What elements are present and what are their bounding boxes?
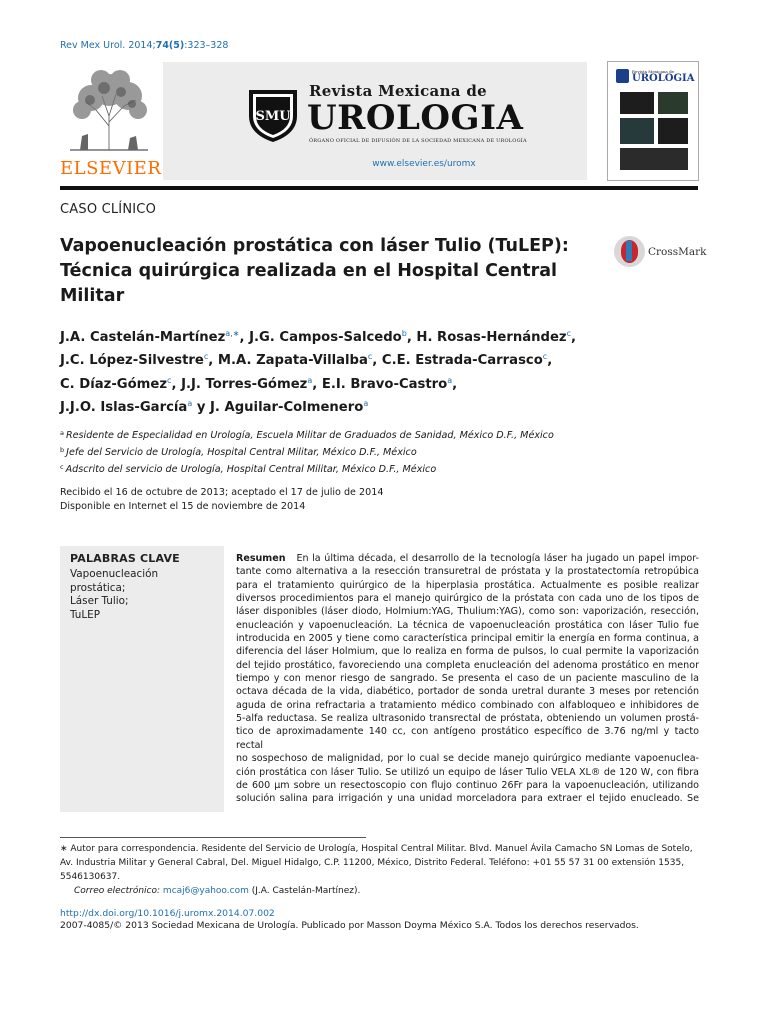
abstract-line: tico de aproximadamente 140 cc, con antígeno prostático específico de 3.76 ng/ml y tacto rectal <box>236 726 699 751</box>
keyword-item: prostática; <box>70 581 126 594</box>
correspondence-footnote <box>60 842 700 898</box>
article-title: Vapoenucleación prostática con láser Tulio (TuLEP): Técnica quirúrgica realizada en el Hospital Central Militar <box>60 236 569 306</box>
abstract-line: Resumen En la última década, el desarrollo de la tecnología láser ha jugado un papel impor- <box>236 553 699 564</box>
affiliation-list <box>60 426 720 478</box>
footnote-line: ∗ Autor para correspondencia. Residente del Servicio de Urología, Hospital Central Militar. Blvd. Manuel Ávila Camacho SN Lomas de Sotelo, <box>60 844 693 854</box>
abstract-line: tiempo y con menor riesgo de sangrado. Se presenta el caso de un paciente masculino de la <box>236 673 699 685</box>
author-affiliation-link[interactable]: a <box>447 375 453 385</box>
crossmark-button[interactable] <box>612 236 707 268</box>
author-name[interactable]: H. Rosas-Hernández <box>416 330 567 345</box>
citation-journal: Rev Mex Urol. 2014; <box>60 40 156 51</box>
author-affiliation-link[interactable]: c <box>203 352 209 362</box>
journal-name-line2: UROLOGIA <box>307 98 524 138</box>
journal-name-line1: Revista Mexicana de <box>309 82 487 100</box>
article-dates <box>60 486 383 514</box>
author-name[interactable]: E.I. Bravo-Castro <box>321 376 448 392</box>
abstract-line: diferencia del láser Holmium, que lo realiza en forma de pulsos, lo cual permite la vaporización <box>236 646 699 658</box>
cover-image-3 <box>620 118 654 144</box>
abstract-line: diversos procedimientos para el manejo quirúrgico de la próstata con cada uno de los tipos de <box>236 593 699 605</box>
author-list: J.A. Castelán-Martínez$^{a,∗}$, J.G. Campos-Salcedo$^b$, H. Rosas-Hernández$^c$, J.C. López-Silvestre$^c$, M.A. Zapata-Villalba$^c$, C.E. Estrada-Carrasco$^c$, C. Díaz-Gómez$^c$, J.J. Torres-Gómez$^a$, E.I. Bravo-Castro$^a$, J.J.O. Islas-García$^a$ y J. Aguilar-Colmenero$^a$ <box>60 329 576 416</box>
author-affiliation-link[interactable]: c <box>566 329 571 338</box>
crossmark-label: CrossMark <box>648 246 707 258</box>
author-name[interactable]: C. Díaz-Gómez <box>60 376 168 392</box>
abstract-line: ción prostática con láser Tulio. Se utilizó un equipo de láser Tulio VELA XL® de 120 W, con fibra <box>236 766 699 778</box>
author-affiliation-link[interactable]: c <box>167 375 172 385</box>
affiliation-item: $^b$ Jefe del Servicio de Urología, Hospital Central Militar, México D.F., México <box>60 446 417 459</box>
abstract-line: láser disponibles (láser diodo, Holmium:YAG, Thulium:YAG), como son: vaporización, resección, <box>236 606 699 618</box>
cover-masthead <box>612 66 695 84</box>
copyright-notice: 2007-4085/© 2013 Sociedad Mexicana de Urología. Publicado por Masson Doyma México S.A. Todos los derechos reservados. <box>60 920 639 931</box>
footnote-email-line <box>60 884 700 898</box>
cover-image-1 <box>620 92 654 114</box>
abstract-line: enucleación y vapoenucleación. La técnica de vapoenucleación prostática con láser Tulio fue <box>236 619 699 631</box>
abstract-line: introducida en 2005 y tiene como característica principal emitir la energía en forma continua, a <box>236 633 699 645</box>
cover-title-line2: UROLOGIA <box>632 73 695 84</box>
smu-shield-icon <box>245 86 301 144</box>
journal-cover-thumbnail[interactable] <box>607 61 699 181</box>
abstract-line: tante como alternativa a la resección transuretral de próstata y la prostatectomía retropúbica <box>236 566 699 578</box>
doi-link[interactable]: http://dx.doi.org/10.1016/j.uromx.2014.07.002 <box>60 908 275 919</box>
author-name[interactable]: J.J.O. Islas-García <box>60 400 188 416</box>
smu-logo-text: SMU <box>255 109 291 124</box>
affiliation-item: $^a$ Residente de Especialidad en Urología, Escuela Militar de Graduados de Sanidad, México D.F., México <box>60 429 554 441</box>
author-name[interactable]: J.A. Castelán-Martínez <box>60 330 226 345</box>
abstract-line: para el tratamiento quirúrgico de la hiperplasia prostática. Actualmente es posible realizar <box>236 579 699 591</box>
author-affiliation-link[interactable]: a <box>187 399 193 409</box>
received-date: Recibido el 16 de octubre de 2013; aceptado el 17 de julio de 2014 <box>60 487 384 498</box>
abstract-line: octava década de la vida, diabético, portador de sonda uretral durante 3 meses por retención <box>236 686 699 698</box>
abstract-line: de 600 μm sobre un resectoscopio con flujo continuo 26Fr para la vapoenucleación, utilizando <box>236 779 699 791</box>
author-name[interactable]: J.C. López-Silvestre <box>60 353 204 369</box>
author-name[interactable]: J.J. Torres-Gómez <box>181 376 308 392</box>
abstract-label: Resumen <box>236 553 286 564</box>
journal-banner[interactable] <box>163 62 587 180</box>
abstract-line: solución salina para irrigación y una unidad morceladora para extraer el tejido enucleado. Se <box>236 793 699 805</box>
keywords-box <box>60 546 224 812</box>
email-label: Correo electrónico: <box>74 886 161 896</box>
journal-citation[interactable] <box>60 40 228 51</box>
footnote-line: 5546130637. <box>60 872 121 882</box>
cover-title-line1: Revista Mexicana de <box>632 69 675 74</box>
footnote-line: Av. Industria Militar y General Cabral, Del. Miguel Hidalgo, C.P. 11200, México, Distrito Federal. Teléfono: +01 55 57 31 00 extensión 1535, <box>60 858 685 868</box>
citation-pages: :323–328 <box>184 40 229 51</box>
online-date: Disponible en Internet el 15 de noviembre de 2014 <box>60 501 306 512</box>
header-divider <box>60 186 698 190</box>
keyword-item: Vapoenucleación <box>70 568 159 580</box>
email-owner: (J.A. Castelán-Martínez). <box>251 886 361 896</box>
elsevier-logo[interactable] <box>60 62 162 180</box>
author-name[interactable]: C.E. Estrada-Carrasco <box>381 353 543 369</box>
keywords-heading: PALABRAS CLAVE <box>70 552 180 565</box>
abstract-line: no sospechoso de malignidad, por lo cual se decide manejo quirúrgico mediante vapoenuclea- <box>236 753 699 765</box>
journal-url-link[interactable]: www.elsevier.es/uromx <box>372 159 476 169</box>
author-affiliation-link[interactable]: b <box>401 329 407 338</box>
author-affiliation-link[interactable]: c <box>542 352 548 362</box>
elsevier-tree-icon <box>66 66 152 152</box>
cover-badge-icon <box>616 69 629 83</box>
abstract-line: 5-alfa reductasa. Se realiza ultrasonido transrectal de próstata, obteniendo un volumen prostá- <box>236 713 699 725</box>
journal-tagline: ÓRGANO OFICIAL DE DIFUSIÓN DE LA SOCIEDAD MEXICANA DE UROLOGÍA <box>309 138 527 144</box>
crossmark-icon <box>614 236 645 267</box>
footnote-divider <box>60 837 366 838</box>
citation-volume: 74(5) <box>155 40 185 51</box>
author-affiliation-link[interactable]: a,∗ <box>225 329 240 338</box>
elsevier-wordmark: ELSEVIER <box>60 158 162 179</box>
author-name[interactable]: J.G. Campos-Salcedo <box>249 330 402 345</box>
abstract <box>236 552 699 806</box>
keyword-item: TuLEP <box>70 608 100 621</box>
author-name[interactable]: J. Aguilar-Colmenero <box>210 400 364 416</box>
cover-image-2 <box>658 92 688 114</box>
author-name[interactable]: M.A. Zapata-Villalba <box>217 353 368 369</box>
cover-image-5 <box>620 148 688 170</box>
cover-image-4 <box>658 118 688 144</box>
author-affiliation-link[interactable]: c <box>367 352 373 362</box>
author-affiliation-link[interactable]: a <box>363 399 369 409</box>
affiliation-item: $^c$ Adscrito del servicio de Urología, Hospital Central Militar, México D.F., México <box>60 463 437 476</box>
abstract-line: del tejido prostático, favoreciendo una completa enucleación del adenoma prostático en menor <box>236 659 699 671</box>
author-affiliation-link[interactable]: a <box>307 375 313 385</box>
section-label: CASO CLÍNICO <box>60 202 157 217</box>
keyword-item: Láser Tulio; <box>70 595 129 608</box>
email-link[interactable]: mcaj6@yahoo.com <box>162 886 249 896</box>
abstract-line: aguda de orina refractaria a tratamiento médico combinado con alfabloqueo e inhibidores de <box>236 699 699 711</box>
